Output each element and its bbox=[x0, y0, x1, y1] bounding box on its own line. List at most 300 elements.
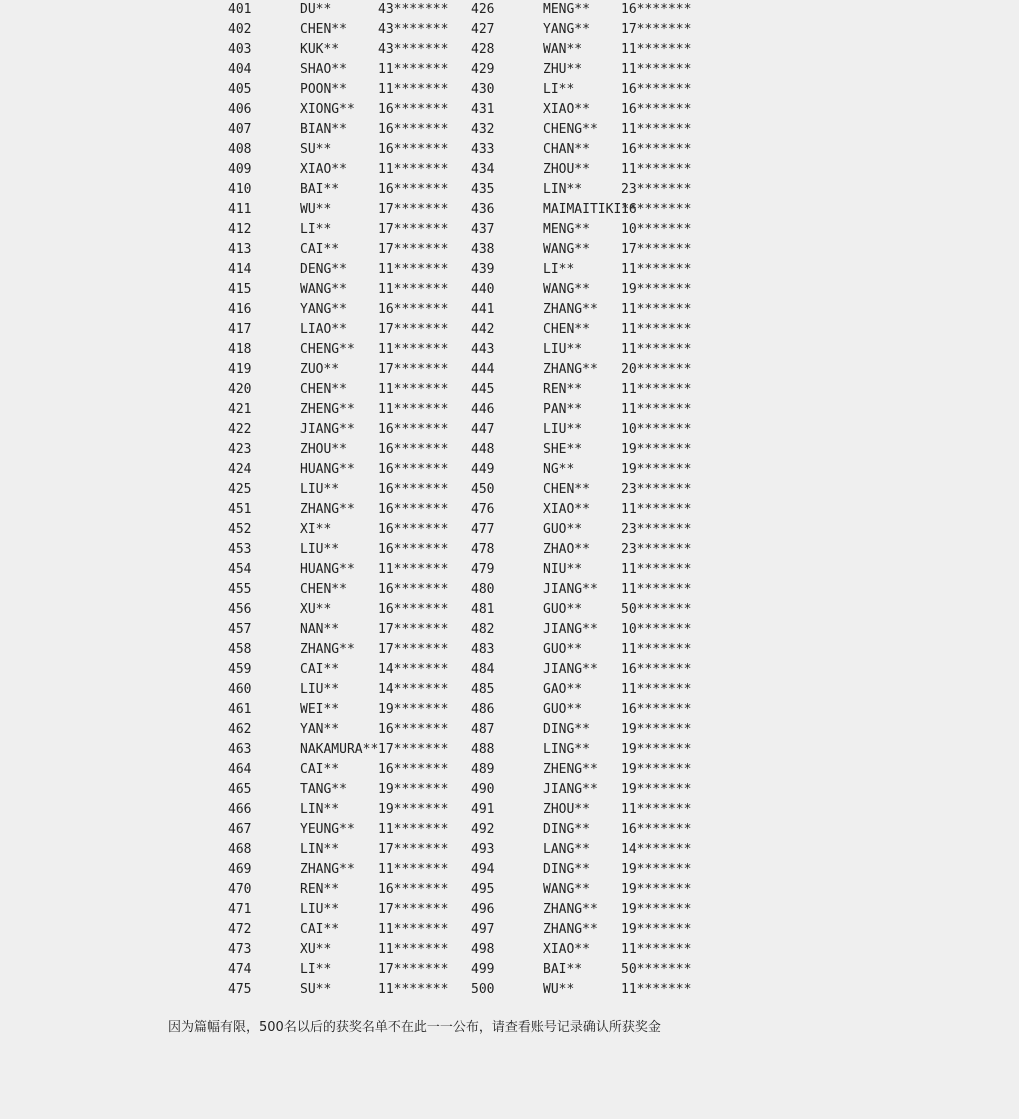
name-left: CAI** bbox=[300, 762, 340, 777]
id-left: 17******* bbox=[378, 202, 449, 217]
name-left: JIANG** bbox=[300, 422, 355, 437]
rank-left: 404 bbox=[228, 62, 252, 77]
id-left: 17******* bbox=[378, 902, 449, 917]
name-right: JIANG** bbox=[543, 662, 598, 677]
id-right: 19******* bbox=[621, 902, 692, 917]
name-left: HUANG** bbox=[300, 462, 355, 477]
id-left: 11******* bbox=[378, 942, 449, 957]
name-right: GUO** bbox=[543, 642, 583, 657]
name-left: SU** bbox=[300, 142, 332, 157]
id-left: 16******* bbox=[378, 602, 449, 617]
id-left: 14******* bbox=[378, 682, 449, 697]
rank-right: 444 bbox=[471, 362, 495, 377]
id-right: 11******* bbox=[621, 42, 692, 57]
rank-left: 467 bbox=[228, 822, 252, 837]
id-right: 23******* bbox=[621, 542, 692, 557]
id-left: 14******* bbox=[378, 662, 449, 677]
rank-left: 408 bbox=[228, 142, 252, 157]
rank-right: 492 bbox=[471, 822, 495, 837]
name-left: XI** bbox=[300, 522, 332, 537]
rank-right: 478 bbox=[471, 542, 495, 557]
name-left: ZHOU** bbox=[300, 442, 347, 457]
rank-left: 462 bbox=[228, 722, 252, 737]
table-row bbox=[0, 660, 1019, 680]
name-left: ZHENG** bbox=[300, 402, 355, 417]
rank-left: 456 bbox=[228, 602, 252, 617]
rank-right: 484 bbox=[471, 662, 495, 677]
name-right: XIAO** bbox=[543, 942, 590, 957]
table-row bbox=[0, 840, 1019, 860]
id-left: 16******* bbox=[378, 422, 449, 437]
name-left: KUK** bbox=[300, 42, 340, 57]
rank-left: 473 bbox=[228, 942, 252, 957]
table-row bbox=[0, 100, 1019, 120]
name-left: LIAO** bbox=[300, 322, 347, 337]
id-right: 23******* bbox=[621, 482, 692, 497]
rank-right: 482 bbox=[471, 622, 495, 637]
rank-left: 401 bbox=[228, 2, 252, 17]
rank-left: 423 bbox=[228, 442, 252, 457]
rank-left: 405 bbox=[228, 82, 252, 97]
rank-left: 463 bbox=[228, 742, 252, 757]
rank-right: 439 bbox=[471, 262, 495, 277]
rank-right: 500 bbox=[471, 982, 495, 997]
name-right: SHE** bbox=[543, 442, 583, 457]
name-left: YAN** bbox=[300, 722, 340, 737]
id-left: 43******* bbox=[378, 22, 449, 37]
id-left: 11******* bbox=[378, 822, 449, 837]
id-left: 19******* bbox=[378, 702, 449, 717]
id-right: 19******* bbox=[621, 862, 692, 877]
id-left: 11******* bbox=[378, 262, 449, 277]
rank-right: 447 bbox=[471, 422, 495, 437]
id-left: 17******* bbox=[378, 642, 449, 657]
rank-right: 488 bbox=[471, 742, 495, 757]
name-left: ZHANG** bbox=[300, 642, 355, 657]
rank-right: 499 bbox=[471, 962, 495, 977]
rank-right: 432 bbox=[471, 122, 495, 137]
name-right: LIN** bbox=[543, 182, 583, 197]
rank-right: 437 bbox=[471, 222, 495, 237]
table-row bbox=[0, 80, 1019, 100]
rank-right: 431 bbox=[471, 102, 495, 117]
rank-right: 481 bbox=[471, 602, 495, 617]
id-right: 17******* bbox=[621, 22, 692, 37]
rank-left: 454 bbox=[228, 562, 252, 577]
id-left: 16******* bbox=[378, 302, 449, 317]
table-row bbox=[0, 860, 1019, 880]
rank-left: 468 bbox=[228, 842, 252, 857]
id-left: 16******* bbox=[378, 482, 449, 497]
name-left: CHEN** bbox=[300, 22, 347, 37]
rank-left: 407 bbox=[228, 122, 252, 137]
rank-right: 435 bbox=[471, 182, 495, 197]
rank-left: 422 bbox=[228, 422, 252, 437]
rank-left: 410 bbox=[228, 182, 252, 197]
name-left: SHAO** bbox=[300, 62, 347, 77]
id-left: 16******* bbox=[378, 462, 449, 477]
table-row bbox=[0, 560, 1019, 580]
name-left: LIU** bbox=[300, 902, 340, 917]
id-left: 16******* bbox=[378, 762, 449, 777]
name-right: YANG** bbox=[543, 22, 590, 37]
id-left: 17******* bbox=[378, 222, 449, 237]
name-left: XIONG** bbox=[300, 102, 355, 117]
id-left: 17******* bbox=[378, 242, 449, 257]
id-left: 16******* bbox=[378, 182, 449, 197]
table-row bbox=[0, 380, 1019, 400]
name-right: JIANG** bbox=[543, 782, 598, 797]
id-left: 16******* bbox=[378, 142, 449, 157]
name-right: ZHANG** bbox=[543, 902, 598, 917]
id-right: 11******* bbox=[621, 682, 692, 697]
name-right: ZHANG** bbox=[543, 922, 598, 937]
name-right: LI** bbox=[543, 262, 575, 277]
id-left: 11******* bbox=[378, 62, 449, 77]
name-right: PAN** bbox=[543, 402, 583, 417]
id-right: 16******* bbox=[621, 2, 692, 17]
id-left: 11******* bbox=[378, 342, 449, 357]
table-row bbox=[0, 900, 1019, 920]
rank-right: 448 bbox=[471, 442, 495, 457]
rank-left: 411 bbox=[228, 202, 252, 217]
name-right: LIU** bbox=[543, 422, 583, 437]
rank-right: 489 bbox=[471, 762, 495, 777]
rank-right: 490 bbox=[471, 782, 495, 797]
rank-left: 466 bbox=[228, 802, 252, 817]
name-left: POON** bbox=[300, 82, 347, 97]
rank-left: 465 bbox=[228, 782, 252, 797]
id-left: 11******* bbox=[378, 862, 449, 877]
rank-left: 460 bbox=[228, 682, 252, 697]
name-left: NAKAMURA** bbox=[300, 742, 379, 757]
id-left: 11******* bbox=[378, 382, 449, 397]
id-right: 19******* bbox=[621, 442, 692, 457]
id-right: 23******* bbox=[621, 522, 692, 537]
rank-left: 417 bbox=[228, 322, 252, 337]
name-left: LI** bbox=[300, 222, 332, 237]
name-right: JIANG** bbox=[543, 582, 598, 597]
id-left: 16******* bbox=[378, 122, 449, 137]
name-left: TANG** bbox=[300, 782, 347, 797]
id-right: 11******* bbox=[621, 802, 692, 817]
id-left: 16******* bbox=[378, 102, 449, 117]
name-right: BAI** bbox=[543, 962, 583, 977]
table-row bbox=[0, 20, 1019, 40]
rank-right: 486 bbox=[471, 702, 495, 717]
id-right: 11******* bbox=[621, 322, 692, 337]
name-right: WANG** bbox=[543, 882, 590, 897]
id-right: 11******* bbox=[621, 382, 692, 397]
rank-left: 472 bbox=[228, 922, 252, 937]
rank-right: 445 bbox=[471, 382, 495, 397]
rank-left: 453 bbox=[228, 542, 252, 557]
id-right: 11******* bbox=[621, 582, 692, 597]
id-left: 43******* bbox=[378, 42, 449, 57]
rank-right: 436 bbox=[471, 202, 495, 217]
rank-right: 438 bbox=[471, 242, 495, 257]
name-left: DU** bbox=[300, 2, 332, 17]
name-left: WU** bbox=[300, 202, 332, 217]
id-left: 16******* bbox=[378, 722, 449, 737]
name-right: JIANG** bbox=[543, 622, 598, 637]
table-row bbox=[0, 760, 1019, 780]
name-right: GUO** bbox=[543, 702, 583, 717]
id-right: 11******* bbox=[621, 162, 692, 177]
id-right: 19******* bbox=[621, 782, 692, 797]
rank-left: 474 bbox=[228, 962, 252, 977]
id-right: 19******* bbox=[621, 282, 692, 297]
rank-right: 491 bbox=[471, 802, 495, 817]
rank-right: 449 bbox=[471, 462, 495, 477]
rank-left: 452 bbox=[228, 522, 252, 537]
id-right: 11******* bbox=[621, 302, 692, 317]
rank-left: 464 bbox=[228, 762, 252, 777]
rank-left: 458 bbox=[228, 642, 252, 657]
name-right: WANG** bbox=[543, 282, 590, 297]
name-right: LANG** bbox=[543, 842, 590, 857]
name-right: DING** bbox=[543, 822, 590, 837]
name-right: GAO** bbox=[543, 682, 583, 697]
rank-right: 440 bbox=[471, 282, 495, 297]
rank-left: 424 bbox=[228, 462, 252, 477]
table-row bbox=[0, 460, 1019, 480]
rank-right: 495 bbox=[471, 882, 495, 897]
name-left: WANG** bbox=[300, 282, 347, 297]
table-row bbox=[0, 980, 1019, 1000]
id-right: 16******* bbox=[621, 822, 692, 837]
id-right: 16******* bbox=[621, 702, 692, 717]
rank-left: 471 bbox=[228, 902, 252, 917]
id-right: 20******* bbox=[621, 362, 692, 377]
rank-left: 413 bbox=[228, 242, 252, 257]
table-row bbox=[0, 420, 1019, 440]
table-row bbox=[0, 500, 1019, 520]
id-right: 19******* bbox=[621, 742, 692, 757]
rank-right: 428 bbox=[471, 42, 495, 57]
rank-left: 421 bbox=[228, 402, 252, 417]
id-left: 16******* bbox=[378, 522, 449, 537]
id-left: 19******* bbox=[378, 782, 449, 797]
table-row bbox=[0, 340, 1019, 360]
table-row bbox=[0, 880, 1019, 900]
table-row bbox=[0, 260, 1019, 280]
name-right: ZHAO** bbox=[543, 542, 590, 557]
name-left: LIN** bbox=[300, 802, 340, 817]
id-left: 11******* bbox=[378, 282, 449, 297]
name-right: ZHOU** bbox=[543, 802, 590, 817]
rank-left: 414 bbox=[228, 262, 252, 277]
id-left: 17******* bbox=[378, 962, 449, 977]
name-right: MENG** bbox=[543, 2, 590, 17]
table-row bbox=[0, 240, 1019, 260]
name-right: ZHENG** bbox=[543, 762, 598, 777]
name-left: CAI** bbox=[300, 922, 340, 937]
id-right: 11******* bbox=[621, 942, 692, 957]
table-row bbox=[0, 920, 1019, 940]
table-row bbox=[0, 180, 1019, 200]
name-right: REN** bbox=[543, 382, 583, 397]
table-row bbox=[0, 40, 1019, 60]
rank-left: 419 bbox=[228, 362, 252, 377]
name-right: NG** bbox=[543, 462, 575, 477]
name-right: CHEN** bbox=[543, 322, 590, 337]
rank-right: 442 bbox=[471, 322, 495, 337]
id-right: 11******* bbox=[621, 982, 692, 997]
name-right: WANG** bbox=[543, 242, 590, 257]
table-row bbox=[0, 200, 1019, 220]
id-right: 16******* bbox=[621, 102, 692, 117]
name-right: WU** bbox=[543, 982, 575, 997]
name-left: ZUO** bbox=[300, 362, 340, 377]
name-right: DING** bbox=[543, 722, 590, 737]
name-right: XIAO** bbox=[543, 102, 590, 117]
rank-right: 427 bbox=[471, 22, 495, 37]
rank-left: 457 bbox=[228, 622, 252, 637]
table-row bbox=[0, 520, 1019, 540]
name-left: CAI** bbox=[300, 242, 340, 257]
name-right: MAIMAITIKI** bbox=[543, 202, 637, 217]
name-left: BIAN** bbox=[300, 122, 347, 137]
table-row bbox=[0, 60, 1019, 80]
id-right: 50******* bbox=[621, 602, 692, 617]
name-left: XU** bbox=[300, 942, 332, 957]
id-left: 11******* bbox=[378, 402, 449, 417]
table-row bbox=[0, 600, 1019, 620]
table-row bbox=[0, 480, 1019, 500]
name-left: XU** bbox=[300, 602, 332, 617]
table-row bbox=[0, 300, 1019, 320]
table-row bbox=[0, 680, 1019, 700]
id-left: 11******* bbox=[378, 982, 449, 997]
table-row bbox=[0, 0, 1019, 20]
id-left: 43******* bbox=[378, 2, 449, 17]
rank-right: 441 bbox=[471, 302, 495, 317]
rank-right: 443 bbox=[471, 342, 495, 357]
rank-left: 402 bbox=[228, 22, 252, 37]
rank-right: 476 bbox=[471, 502, 495, 517]
rank-right: 498 bbox=[471, 942, 495, 957]
table-row bbox=[0, 700, 1019, 720]
name-right: ZHANG** bbox=[543, 362, 598, 377]
name-left: HUANG** bbox=[300, 562, 355, 577]
id-right: 16******* bbox=[621, 142, 692, 157]
name-right: CHEN** bbox=[543, 482, 590, 497]
rank-right: 429 bbox=[471, 62, 495, 77]
rank-left: 420 bbox=[228, 382, 252, 397]
id-left: 16******* bbox=[378, 442, 449, 457]
name-left: BAI** bbox=[300, 182, 340, 197]
rank-left: 455 bbox=[228, 582, 252, 597]
rank-left: 469 bbox=[228, 862, 252, 877]
rank-left: 459 bbox=[228, 662, 252, 677]
name-right: CHAN** bbox=[543, 142, 590, 157]
id-left: 19******* bbox=[378, 802, 449, 817]
table-row bbox=[0, 320, 1019, 340]
table-row bbox=[0, 440, 1019, 460]
name-left: CAI** bbox=[300, 662, 340, 677]
table-row bbox=[0, 140, 1019, 160]
rank-right: 485 bbox=[471, 682, 495, 697]
name-right: LIU** bbox=[543, 342, 583, 357]
rank-left: 409 bbox=[228, 162, 252, 177]
rank-left: 425 bbox=[228, 482, 252, 497]
table-row bbox=[0, 960, 1019, 980]
table-row bbox=[0, 400, 1019, 420]
name-right: WAN** bbox=[543, 42, 583, 57]
name-left: NAN** bbox=[300, 622, 340, 637]
rank-left: 418 bbox=[228, 342, 252, 357]
id-left: 11******* bbox=[378, 562, 449, 577]
name-left: YEUNG** bbox=[300, 822, 355, 837]
name-left: CHENG** bbox=[300, 342, 355, 357]
table-row bbox=[0, 360, 1019, 380]
rank-right: 479 bbox=[471, 562, 495, 577]
name-left: CHEN** bbox=[300, 582, 347, 597]
table-row bbox=[0, 280, 1019, 300]
rank-left: 461 bbox=[228, 702, 252, 717]
id-right: 11******* bbox=[621, 642, 692, 657]
name-right: ZHU** bbox=[543, 62, 583, 77]
name-left: XIAO** bbox=[300, 162, 347, 177]
table-row bbox=[0, 120, 1019, 140]
id-right: 10******* bbox=[621, 222, 692, 237]
rank-right: 430 bbox=[471, 82, 495, 97]
rank-right: 494 bbox=[471, 862, 495, 877]
rank-left: 412 bbox=[228, 222, 252, 237]
rank-left: 406 bbox=[228, 102, 252, 117]
name-left: DENG** bbox=[300, 262, 347, 277]
name-left: WEI** bbox=[300, 702, 340, 717]
footnote: 因为篇幅有限，500名以后的获奖名单不在此一一公布，请查看账号记录确认所获奖金 bbox=[168, 1020, 661, 1035]
rank-right: 426 bbox=[471, 2, 495, 17]
rank-right: 433 bbox=[471, 142, 495, 157]
id-left: 17******* bbox=[378, 362, 449, 377]
name-right: ZHOU** bbox=[543, 162, 590, 177]
name-left: ZHANG** bbox=[300, 862, 355, 877]
id-right: 11******* bbox=[621, 122, 692, 137]
name-right: DING** bbox=[543, 862, 590, 877]
id-right: 19******* bbox=[621, 462, 692, 477]
name-right: GUO** bbox=[543, 522, 583, 537]
rank-right: 497 bbox=[471, 922, 495, 937]
name-right: MENG** bbox=[543, 222, 590, 237]
rank-left: 470 bbox=[228, 882, 252, 897]
rank-right: 480 bbox=[471, 582, 495, 597]
name-right: ZHANG** bbox=[543, 302, 598, 317]
id-right: 19******* bbox=[621, 922, 692, 937]
rank-right: 493 bbox=[471, 842, 495, 857]
name-right: GUO** bbox=[543, 602, 583, 617]
name-left: YANG** bbox=[300, 302, 347, 317]
id-right: 14******* bbox=[621, 842, 692, 857]
rank-left: 451 bbox=[228, 502, 252, 517]
id-right: 11******* bbox=[621, 502, 692, 517]
id-left: 11******* bbox=[378, 922, 449, 937]
name-left: REN** bbox=[300, 882, 340, 897]
table-row bbox=[0, 740, 1019, 760]
id-left: 17******* bbox=[378, 322, 449, 337]
id-left: 11******* bbox=[378, 82, 449, 97]
id-left: 16******* bbox=[378, 882, 449, 897]
rank-right: 487 bbox=[471, 722, 495, 737]
name-left: CHEN** bbox=[300, 382, 347, 397]
name-left: SU** bbox=[300, 982, 332, 997]
id-right: 17******* bbox=[621, 242, 692, 257]
id-right: 11******* bbox=[621, 262, 692, 277]
rank-right: 450 bbox=[471, 482, 495, 497]
table-row bbox=[0, 940, 1019, 960]
